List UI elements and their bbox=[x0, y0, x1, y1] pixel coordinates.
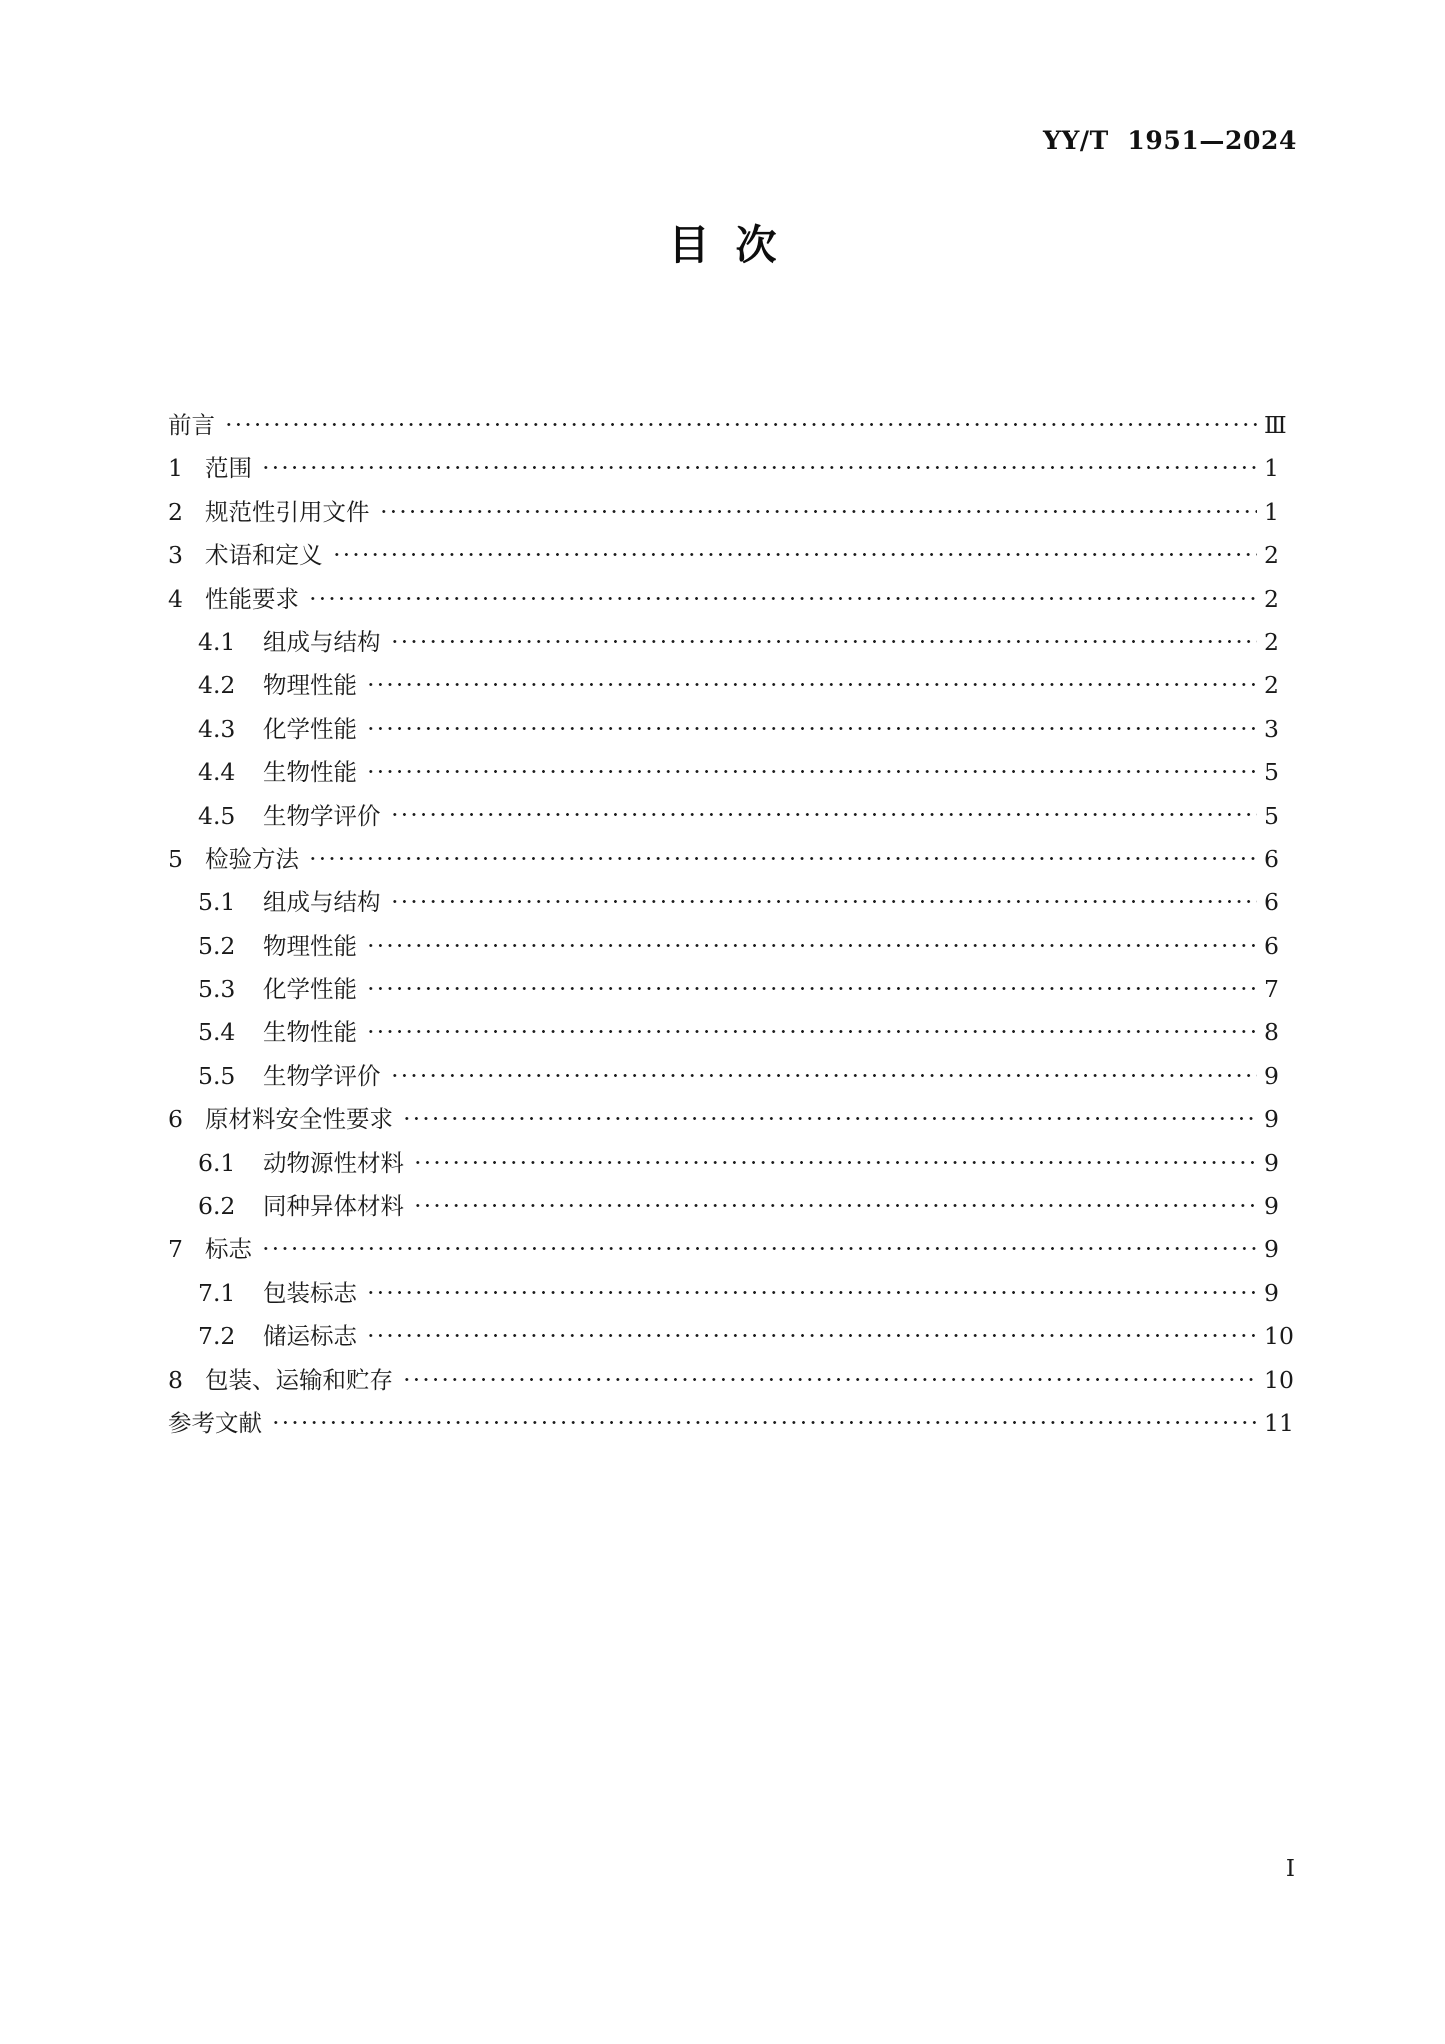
toc-entry-label: 术语和定义 bbox=[205, 541, 323, 570]
toc-entry-number: 8 bbox=[168, 1365, 183, 1394]
toc-entry-page-number: 9 bbox=[1264, 1105, 1279, 1134]
toc-entry-number: 6.2 bbox=[198, 1192, 236, 1221]
toc-dot-leader bbox=[390, 800, 1258, 824]
toc-entry-page-number: 10 bbox=[1264, 1322, 1294, 1351]
page-title: 目次 bbox=[668, 221, 803, 269]
toc-entry-label: 检验方法 bbox=[205, 844, 299, 873]
toc-entry-number: 1 bbox=[168, 454, 183, 483]
toc-entry-label: 生物性能 bbox=[263, 1018, 357, 1047]
toc-entry-label: 前言 bbox=[168, 411, 215, 439]
toc-dot-leader bbox=[413, 1147, 1257, 1171]
toc-entry-number: 4.4 bbox=[198, 758, 236, 787]
toc-dot-leader bbox=[308, 583, 1257, 607]
toc-entry-number: 7 bbox=[168, 1235, 183, 1264]
toc-entry-number: 6 bbox=[168, 1105, 183, 1134]
toc-dot-leader bbox=[261, 453, 1257, 477]
toc-entry[interactable] bbox=[168, 1142, 1298, 1185]
toc-entry-page-number: 3 bbox=[1264, 714, 1279, 743]
toc-entry-number: 2 bbox=[168, 497, 183, 526]
toc-entry-page-number: 9 bbox=[1264, 1061, 1279, 1090]
toc-entry-label: 生物性能 bbox=[263, 758, 357, 787]
toc-dot-leader bbox=[379, 496, 1258, 520]
toc-entry-page-number: 2 bbox=[1264, 627, 1279, 656]
toc-entry-page-number: 9 bbox=[1264, 1148, 1279, 1177]
toc-entry-number: 5.1 bbox=[198, 888, 236, 917]
toc-entry-label: 标志 bbox=[205, 1235, 252, 1264]
toc-entry-number: 4 bbox=[168, 584, 183, 613]
toc-entry[interactable] bbox=[168, 664, 1298, 707]
toc-dot-leader bbox=[224, 410, 1257, 434]
toc-entry-number: 4.5 bbox=[198, 801, 236, 830]
standard-number-header: YY/T 1951—2024 bbox=[1043, 126, 1297, 155]
toc-entry[interactable] bbox=[168, 1315, 1298, 1358]
toc-entry[interactable] bbox=[168, 968, 1298, 1011]
toc-dot-leader bbox=[402, 1364, 1257, 1388]
toc-entry-page-number: 6 bbox=[1264, 931, 1279, 960]
toc-entry[interactable] bbox=[168, 447, 1298, 490]
toc-entry-label: 范围 bbox=[205, 454, 252, 483]
toc-entry-label: 同种异体材料 bbox=[263, 1192, 404, 1221]
toc-entry[interactable] bbox=[168, 795, 1298, 838]
toc-dot-leader bbox=[366, 757, 1257, 781]
toc-entry[interactable] bbox=[168, 751, 1298, 794]
toc-entry-number: 5 bbox=[168, 844, 183, 873]
toc-entry-page-number: 8 bbox=[1264, 1018, 1279, 1047]
toc-dot-leader bbox=[366, 713, 1257, 737]
toc-entry-label: 原材料安全性要求 bbox=[205, 1105, 393, 1134]
toc-entry-page-number: 1 bbox=[1264, 497, 1279, 526]
toc-dot-leader bbox=[261, 1234, 1257, 1258]
toc-entry-page-number: 6 bbox=[1264, 844, 1279, 873]
toc-entry-page-number: 9 bbox=[1264, 1192, 1279, 1221]
toc-entry[interactable] bbox=[168, 578, 1298, 621]
page-folio: Ⅰ bbox=[1285, 1856, 1295, 1882]
toc-entry-page-number: 5 bbox=[1264, 758, 1279, 787]
toc-entry-label: 储运标志 bbox=[263, 1322, 357, 1351]
toc-dot-leader bbox=[332, 540, 1258, 564]
toc-entry-number: 7.2 bbox=[198, 1322, 236, 1351]
toc-entry-label: 动物源性材料 bbox=[263, 1148, 404, 1177]
toc-entry-number: 3 bbox=[168, 541, 183, 570]
toc-entry-label: 组成与结构 bbox=[263, 627, 381, 656]
toc-entry-number: 6.1 bbox=[198, 1148, 236, 1177]
toc-dot-leader bbox=[366, 974, 1257, 998]
toc-entry[interactable] bbox=[168, 534, 1298, 577]
toc-dot-leader bbox=[413, 1191, 1257, 1215]
table-of-contents bbox=[168, 404, 1298, 1445]
toc-entry[interactable] bbox=[168, 621, 1298, 664]
toc-entry-page-number: 9 bbox=[1264, 1278, 1279, 1307]
toc-entry[interactable] bbox=[168, 925, 1298, 968]
toc-entry-number: 5.2 bbox=[198, 931, 236, 960]
toc-entry[interactable] bbox=[168, 1185, 1298, 1228]
toc-entry[interactable] bbox=[168, 1402, 1298, 1445]
toc-entry-page-number: 7 bbox=[1264, 975, 1279, 1004]
toc-dot-leader bbox=[366, 930, 1257, 954]
toc-entry[interactable] bbox=[168, 1272, 1298, 1315]
toc-entry[interactable] bbox=[168, 1359, 1298, 1402]
toc-entry[interactable] bbox=[168, 1098, 1298, 1141]
toc-entry-page-number: 2 bbox=[1264, 671, 1279, 700]
toc-dot-leader bbox=[308, 843, 1257, 867]
toc-entry-number: 5.3 bbox=[198, 975, 236, 1004]
toc-entry-page-number: 5 bbox=[1264, 801, 1279, 830]
toc-dot-leader bbox=[366, 1017, 1257, 1041]
toc-entry-label: 物理性能 bbox=[263, 931, 357, 960]
toc-dot-leader bbox=[390, 626, 1258, 650]
toc-entry-label: 组成与结构 bbox=[263, 888, 381, 917]
toc-dot-leader bbox=[271, 1407, 1257, 1431]
toc-entry-number: 4.3 bbox=[198, 714, 236, 743]
toc-entry[interactable] bbox=[168, 404, 1298, 447]
toc-entry-page-number: 11 bbox=[1264, 1408, 1294, 1437]
toc-entry[interactable] bbox=[168, 838, 1298, 881]
toc-dot-leader bbox=[366, 1277, 1257, 1301]
toc-entry-label: 物理性能 bbox=[263, 671, 357, 700]
toc-entry-page-number: 2 bbox=[1264, 584, 1279, 613]
toc-entry-label: 规范性引用文件 bbox=[205, 497, 370, 526]
toc-entry-page-number: 9 bbox=[1264, 1235, 1279, 1264]
toc-entry[interactable] bbox=[168, 881, 1298, 924]
toc-dot-leader bbox=[402, 1104, 1257, 1128]
toc-entry-number: 7.1 bbox=[198, 1278, 236, 1307]
toc-entry-number: 4.1 bbox=[198, 627, 236, 656]
toc-entry-label: 生物学评价 bbox=[263, 801, 381, 830]
toc-entry-label: 生物学评价 bbox=[263, 1061, 381, 1090]
toc-entry-label: 包装、运输和贮存 bbox=[205, 1365, 393, 1394]
toc-entry-label: 包装标志 bbox=[263, 1278, 357, 1307]
toc-entry-number: 5.5 bbox=[198, 1061, 236, 1090]
toc-entry-page-number: 6 bbox=[1264, 888, 1279, 917]
toc-entry[interactable] bbox=[168, 1228, 1298, 1271]
toc-entry-number: 5.4 bbox=[198, 1018, 236, 1047]
toc-entry-page-number: 2 bbox=[1264, 541, 1279, 570]
toc-entry-page-number: Ⅲ bbox=[1264, 411, 1287, 439]
toc-entry[interactable] bbox=[168, 1055, 1298, 1098]
toc-entry-label: 性能要求 bbox=[205, 584, 299, 613]
toc-entry[interactable] bbox=[168, 708, 1298, 751]
toc-entry-page-number: 10 bbox=[1264, 1365, 1294, 1394]
toc-dot-leader bbox=[390, 887, 1258, 911]
toc-entry-label: 化学性能 bbox=[263, 714, 357, 743]
toc-entry[interactable] bbox=[168, 491, 1298, 534]
toc-dot-leader bbox=[366, 670, 1257, 694]
toc-dot-leader bbox=[390, 1060, 1258, 1084]
toc-entry-number: 4.2 bbox=[198, 671, 236, 700]
toc-entry[interactable] bbox=[168, 1011, 1298, 1054]
toc-entry-page-number: 1 bbox=[1264, 454, 1279, 483]
toc-dot-leader bbox=[366, 1321, 1257, 1345]
toc-entry-label: 参考文献 bbox=[168, 1408, 262, 1437]
toc-entry-label: 化学性能 bbox=[263, 975, 357, 1004]
